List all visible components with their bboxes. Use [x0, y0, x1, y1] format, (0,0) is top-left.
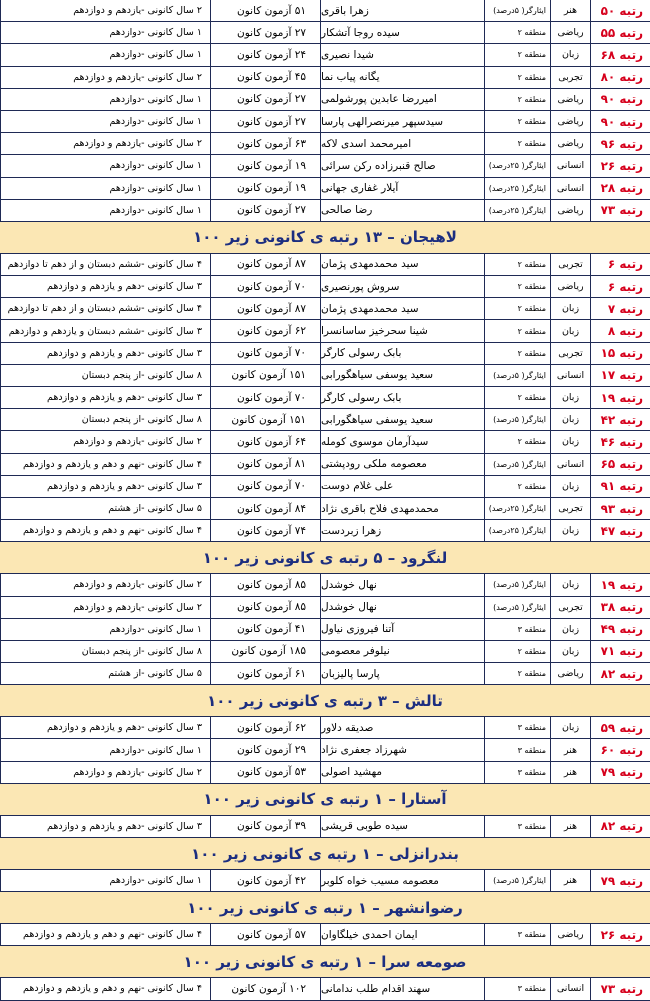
exam-count-cell: ۵۳ آزمون کانون — [210, 762, 320, 783]
rank-cell: رتبه ۸ — [590, 320, 650, 341]
history-cell: ۴ سال کانونی -ششم دبستان و از دهم تا دوازدهم — [0, 298, 210, 319]
region-cell: ایثارگر( ۲۵درصد) — [484, 178, 550, 199]
field-cell: ریاضی — [550, 89, 590, 110]
region-cell: منطقه ۲ — [484, 254, 550, 275]
region-cell: منطقه ۲ — [484, 298, 550, 319]
history-cell: ۲ سال کانونی -یازدهم و دوازدهم — [0, 67, 210, 88]
region-cell: منطقه ۲ — [484, 431, 550, 452]
name-cell: سیده طوبی قریشی — [320, 816, 484, 837]
table-row — [0, 254, 650, 276]
region-cell: منطقه ۲ — [484, 22, 550, 43]
field-cell: ریاضی — [550, 924, 590, 945]
region-cell: منطقه ۲ — [484, 89, 550, 110]
field-cell: زبان — [550, 431, 590, 452]
field-cell: انسانی — [550, 178, 590, 199]
table-row — [0, 476, 650, 498]
exam-count-cell: ۳۹ آزمون کانون — [210, 816, 320, 837]
table-row — [0, 44, 650, 66]
name-cell: معصومه ملکی رودپشتی — [320, 454, 484, 475]
field-cell: ریاضی — [550, 663, 590, 684]
field-cell: هنر — [550, 870, 590, 891]
name-cell: محمدمهدی فلاح باقری نژاد — [320, 498, 484, 519]
rank-cell: رتبه ۶۵ — [590, 454, 650, 475]
exam-count-cell: ۷۰ آزمون کانون — [210, 476, 320, 497]
region-cell: منطقه ۲ — [484, 67, 550, 88]
field-cell: زبان — [550, 409, 590, 430]
field-cell: ریاضی — [550, 200, 590, 221]
field-cell: هنر — [550, 762, 590, 783]
history-cell: ۸ سال کانونی -از پنجم دبستان — [0, 365, 210, 386]
name-cell: سعید یوسفی سیاهگورابی — [320, 409, 484, 430]
name-cell: علی غلام دوست — [320, 476, 484, 497]
name-cell: معصومه مسیب خواه کلوبر — [320, 870, 484, 891]
rank-cell: رتبه ۱۷ — [590, 365, 650, 386]
history-cell: ۴ سال کانونی -نهم و دهم و یازدهم و دوازدهم — [0, 924, 210, 945]
rank-cell: رتبه ۷۳ — [590, 978, 650, 999]
rank-cell: رتبه ۱۵ — [590, 343, 650, 364]
table-row — [0, 22, 650, 44]
field-cell: تجربی — [550, 498, 590, 519]
history-cell: ۳ سال کانونی -دهم و یازدهم و دوازدهم — [0, 816, 210, 837]
exam-count-cell: ۷۰ آزمون کانون — [210, 387, 320, 408]
field-cell: زبان — [550, 44, 590, 65]
field-cell: انسانی — [550, 454, 590, 475]
table-row — [0, 574, 650, 596]
table-row — [0, 111, 650, 133]
field-cell: ریاضی — [550, 111, 590, 132]
field-cell: تجربی — [550, 343, 590, 364]
rank-cell: رتبه ۴۷ — [590, 520, 650, 541]
rank-cell: رتبه ۶۸ — [590, 44, 650, 65]
history-cell: ۳ سال کانونی -دهم و یازدهم و دوازدهم — [0, 387, 210, 408]
region-cell: ایثارگر( ۵درصد) — [484, 597, 550, 618]
rank-cell: رتبه ۲۶ — [590, 924, 650, 945]
region-cell: منطقه ۳ — [484, 619, 550, 640]
history-cell: ۳ سال کانونی -دهم و یازدهم و دوازدهم — [0, 717, 210, 738]
region-cell: ایثارگر( ۵درصد) — [484, 454, 550, 475]
exam-count-cell: ۶۲ آزمون کانون — [210, 320, 320, 341]
table-row — [0, 739, 650, 761]
rank-cell: رتبه ۶۰ — [590, 739, 650, 760]
region-cell: ایثارگر( ۵درصد) — [484, 870, 550, 891]
history-cell: ۸ سال کانونی -از پنجم دبستان — [0, 641, 210, 662]
table-row — [0, 520, 650, 542]
field-cell: زبان — [550, 574, 590, 595]
region-cell: منطقه ۲ — [484, 343, 550, 364]
table-row — [0, 133, 650, 155]
exam-count-cell: ۲۷ آزمون کانون — [210, 111, 320, 132]
history-cell: ۱ سال کانونی -دوازدهم — [0, 155, 210, 176]
exam-count-cell: ۱۵۱ آزمون کانون — [210, 365, 320, 386]
name-cell: امیرمحمد اسدی لاکه — [320, 133, 484, 154]
region-cell: منطقه ۲ — [484, 111, 550, 132]
history-cell: ۵ سال کانونی -از هشتم — [0, 663, 210, 684]
field-cell: زبان — [550, 520, 590, 541]
rank-cell: رتبه ۱۹ — [590, 387, 650, 408]
region-cell: منطقه ۲ — [484, 663, 550, 684]
field-cell: زبان — [550, 298, 590, 319]
history-cell: ۴ سال کانونی -نهم و دهم و یازدهم و دوازدهم — [0, 454, 210, 475]
section-header: لنگرود – ۵ رتبه ی کانونی زیر ۱۰۰ — [0, 542, 650, 574]
table-row — [0, 597, 650, 619]
name-cell: شیدا نصیری — [320, 44, 484, 65]
name-cell: نهال خوشدل — [320, 597, 484, 618]
region-cell: منطقه ۲ — [484, 320, 550, 341]
field-cell: ریاضی — [550, 22, 590, 43]
rank-cell: رتبه ۹۰ — [590, 111, 650, 132]
section-header: رضوانشهر – ۱ رتبه ی کانونی زیر ۱۰۰ — [0, 892, 650, 924]
exam-count-cell: ۲۷ آزمون کانون — [210, 89, 320, 110]
region-cell: ایثارگر( ۵درصد) — [484, 409, 550, 430]
rank-cell: رتبه ۱۹ — [590, 574, 650, 595]
table-row — [0, 619, 650, 641]
region-cell: منطقه ۲ — [484, 641, 550, 662]
name-cell: سید محمدمهدی پژمان — [320, 254, 484, 275]
name-cell: زهرا باقری — [320, 0, 484, 21]
name-cell: سید محمدمهدی پژمان — [320, 298, 484, 319]
history-cell: ۱ سال کانونی -دوازدهم — [0, 22, 210, 43]
table-row — [0, 200, 650, 222]
table-row — [0, 870, 650, 892]
table-row — [0, 717, 650, 739]
exam-count-cell: ۷۰ آزمون کانون — [210, 343, 320, 364]
rank-cell: رتبه ۸۰ — [590, 67, 650, 88]
history-cell: ۳ سال کانونی -ششم دبستان و یازدهم و دوازدهم — [0, 320, 210, 341]
exam-count-cell: ۷۰ آزمون کانون — [210, 276, 320, 297]
table-row — [0, 816, 650, 838]
field-cell: ریاضی — [550, 133, 590, 154]
exam-count-cell: ۲۴ آزمون کانون — [210, 44, 320, 65]
exam-count-cell: ۱۹ آزمون کانون — [210, 178, 320, 199]
history-cell: ۴ سال کانونی -نهم و دهم و یازدهم و دوازدهم — [0, 520, 210, 541]
rank-cell: رتبه ۶ — [590, 254, 650, 275]
table-row — [0, 498, 650, 520]
name-cell: آیلار غفاری جهانی — [320, 178, 484, 199]
exam-count-cell: ۲۷ آزمون کانون — [210, 200, 320, 221]
history-cell: ۴ سال کانونی -نهم و دهم و یازدهم و دوازدهم — [0, 978, 210, 999]
region-cell: منطقه ۳ — [484, 978, 550, 999]
table-row — [0, 431, 650, 453]
history-cell: ۲ سال کانونی -یازدهم و دوازدهم — [0, 431, 210, 452]
exam-count-cell: ۴۱ آزمون کانون — [210, 619, 320, 640]
name-cell: سهند اقدام طلب ندامانی — [320, 978, 484, 999]
region-cell: ایثارگر( ۵درصد) — [484, 365, 550, 386]
region-cell: منطقه ۳ — [484, 762, 550, 783]
table-row — [0, 365, 650, 387]
exam-count-cell: ۵۱ آزمون کانون — [210, 0, 320, 21]
field-cell: زبان — [550, 619, 590, 640]
rank-cell: رتبه ۷۱ — [590, 641, 650, 662]
exam-count-cell: ۶۴ آزمون کانون — [210, 431, 320, 452]
name-cell: سیدسپهر میرنصرالهی پارسا — [320, 111, 484, 132]
table-row — [0, 924, 650, 946]
field-cell: هنر — [550, 0, 590, 21]
rank-cell: رتبه ۹۳ — [590, 498, 650, 519]
name-cell: پارسا پالیزبان — [320, 663, 484, 684]
section-header: تالش – ۳ رتبه ی کانونی زیر ۱۰۰ — [0, 685, 650, 717]
name-cell: سعید یوسفی سیاهگورابی — [320, 365, 484, 386]
region-cell: ایثارگر( ۲۵درصد) — [484, 155, 550, 176]
table-row — [0, 762, 650, 784]
section-header: آستارا – ۱ رتبه ی کانونی زیر ۱۰۰ — [0, 784, 650, 816]
table-row — [0, 155, 650, 177]
history-cell: ۱ سال کانونی -دوازدهم — [0, 44, 210, 65]
exam-count-cell: ۸۴ آزمون کانون — [210, 498, 320, 519]
exam-count-cell: ۴۵ آزمون کانون — [210, 67, 320, 88]
region-cell: ایثارگر( ۲۵درصد) — [484, 520, 550, 541]
region-cell: منطقه ۲ — [484, 387, 550, 408]
section-header: بندرانزلی – ۱ رتبه ی کانونی زیر ۱۰۰ — [0, 838, 650, 870]
region-cell: منطقه ۲ — [484, 276, 550, 297]
section-header: لاهیجان – ۱۳ رتبه ی کانونی زیر ۱۰۰ — [0, 222, 650, 254]
name-cell: صالح قنبرزاده رکن سرائی — [320, 155, 484, 176]
field-cell: زبان — [550, 476, 590, 497]
field-cell: تجربی — [550, 254, 590, 275]
history-cell: ۲ سال کانونی -یازدهم و دوازدهم — [0, 0, 210, 21]
rank-cell: رتبه ۸۲ — [590, 663, 650, 684]
region-cell: منطقه ۲ — [484, 476, 550, 497]
name-cell: سیدآرمان موسوی کومله — [320, 431, 484, 452]
name-cell: امیررضا عابدین پورشولمی — [320, 89, 484, 110]
exam-count-cell: ۸۵ آزمون کانون — [210, 574, 320, 595]
exam-count-cell: ۱۹ آزمون کانون — [210, 155, 320, 176]
region-cell: منطقه ۳ — [484, 816, 550, 837]
region-cell: منطقه ۲ — [484, 44, 550, 65]
exam-count-cell: ۱۵۱ آزمون کانون — [210, 409, 320, 430]
region-cell: ایثارگر( ۲۵درصد) — [484, 200, 550, 221]
name-cell: بابک رسولی کارگر — [320, 343, 484, 364]
history-cell: ۲ سال کانونی -یازدهم و دوازدهم — [0, 133, 210, 154]
region-cell: منطقه ۳ — [484, 739, 550, 760]
history-cell: ۱ سال کانونی -دوازدهم — [0, 200, 210, 221]
history-cell: ۲ سال کانونی -یازدهم و دوازدهم — [0, 574, 210, 595]
name-cell: مهشید اصولی — [320, 762, 484, 783]
region-cell: منطقه ۲ — [484, 133, 550, 154]
name-cell: نیلوفر معصومی — [320, 641, 484, 662]
rank-cell: رتبه ۴۶ — [590, 431, 650, 452]
rank-cell: رتبه ۷ — [590, 298, 650, 319]
exam-count-cell: ۶۳ آزمون کانون — [210, 133, 320, 154]
rank-cell: رتبه ۷۳ — [590, 200, 650, 221]
exam-count-cell: ۸۱ آزمون کانون — [210, 454, 320, 475]
history-cell: ۱ سال کانونی -دوازدهم — [0, 89, 210, 110]
name-cell: یگانه پیاب نما — [320, 67, 484, 88]
rank-cell: رتبه ۵۹ — [590, 717, 650, 738]
rank-cell: رتبه ۴۹ — [590, 619, 650, 640]
table-row — [0, 641, 650, 663]
region-cell: ایثارگر( ۵درصد) — [484, 574, 550, 595]
name-cell: آتنا فیروزی نیاول — [320, 619, 484, 640]
name-cell: شینا سحرخیز ساسانسرا — [320, 320, 484, 341]
exam-count-cell: ۱۰۲ آزمون کانون — [210, 978, 320, 999]
field-cell: زبان — [550, 320, 590, 341]
history-cell: ۳ سال کانونی -دهم و یازدهم و دوازدهم — [0, 343, 210, 364]
field-cell: زبان — [550, 641, 590, 662]
field-cell: تجربی — [550, 597, 590, 618]
table-row — [0, 978, 650, 1000]
field-cell: تجربی — [550, 67, 590, 88]
history-cell: ۱ سال کانونی -دوازدهم — [0, 178, 210, 199]
history-cell: ۱ سال کانونی -دوازدهم — [0, 111, 210, 132]
name-cell: سیده روجا آتشکار — [320, 22, 484, 43]
region-cell: منطقه ۳ — [484, 924, 550, 945]
field-cell: هنر — [550, 816, 590, 837]
rank-cell: رتبه ۷۹ — [590, 762, 650, 783]
rank-cell: رتبه ۴۲ — [590, 409, 650, 430]
table-row — [0, 343, 650, 365]
rank-cell: رتبه ۹۱ — [590, 476, 650, 497]
rank-cell: رتبه ۵۵ — [590, 22, 650, 43]
history-cell: ۵ سال کانونی -از هشتم — [0, 498, 210, 519]
exam-count-cell: ۶۱ آزمون کانون — [210, 663, 320, 684]
table-row — [0, 178, 650, 200]
exam-count-cell: ۲۷ آزمون کانون — [210, 22, 320, 43]
rank-cell: رتبه ۳۸ — [590, 597, 650, 618]
rank-cell: رتبه ۷۹ — [590, 870, 650, 891]
name-cell: بابک رسولی کارگر — [320, 387, 484, 408]
rank-cell: رتبه ۹۶ — [590, 133, 650, 154]
field-cell: انسانی — [550, 365, 590, 386]
exam-count-cell: ۸۷ آزمون کانون — [210, 254, 320, 275]
rank-cell: رتبه ۲۶ — [590, 155, 650, 176]
field-cell: هنر — [550, 739, 590, 760]
table-row — [0, 320, 650, 342]
table-row — [0, 0, 650, 22]
exam-count-cell: ۶۲ آزمون کانون — [210, 717, 320, 738]
field-cell: انسانی — [550, 978, 590, 999]
field-cell: زبان — [550, 387, 590, 408]
name-cell: رضا صالحی — [320, 200, 484, 221]
table-row — [0, 298, 650, 320]
exam-count-cell: ۸۵ آزمون کانون — [210, 597, 320, 618]
history-cell: ۳ سال کانونی -دهم و یازدهم و دوازدهم — [0, 476, 210, 497]
name-cell: سروش پورنصیری — [320, 276, 484, 297]
rank-cell: رتبه ۹۰ — [590, 89, 650, 110]
history-cell: ۱ سال کانونی -دوازدهم — [0, 739, 210, 760]
field-cell: انسانی — [550, 155, 590, 176]
table-row — [0, 276, 650, 298]
exam-count-cell: ۴۲ آزمون کانون — [210, 870, 320, 891]
exam-count-cell: ۷۴ آزمون کانون — [210, 520, 320, 541]
history-cell: ۱ سال کانونی -دوازدهم — [0, 619, 210, 640]
name-cell: صدیقه دلاور — [320, 717, 484, 738]
history-cell: ۳ سال کانونی -دهم و یازدهم و دوازدهم — [0, 276, 210, 297]
rank-cell: رتبه ۶ — [590, 276, 650, 297]
region-cell: ایثارگر( ۲۵درصد) — [484, 498, 550, 519]
exam-count-cell: ۵۷ آزمون کانون — [210, 924, 320, 945]
table-row — [0, 663, 650, 685]
history-cell: ۴ سال کانونی -ششم دبستان و از دهم تا دوازدهم — [0, 254, 210, 275]
rank-cell: رتبه ۵۰ — [590, 0, 650, 21]
exam-count-cell: ۱۸۵ آزمون کانون — [210, 641, 320, 662]
name-cell: نهال خوشدل — [320, 574, 484, 595]
history-cell: ۸ سال کانونی -از پنجم دبستان — [0, 409, 210, 430]
section-header: صومعه سرا – ۱ رتبه ی کانونی زیر ۱۰۰ — [0, 946, 650, 978]
table-row — [0, 409, 650, 431]
exam-count-cell: ۲۹ آزمون کانون — [210, 739, 320, 760]
field-cell: زبان — [550, 717, 590, 738]
field-cell: ریاضی — [550, 276, 590, 297]
name-cell: ایمان احمدی خیلگاوان — [320, 924, 484, 945]
region-cell: ایثارگر( ۵درصد) — [484, 0, 550, 21]
rank-cell: رتبه ۸۲ — [590, 816, 650, 837]
table-row — [0, 454, 650, 476]
history-cell: ۱ سال کانونی -دوازدهم — [0, 870, 210, 891]
table-row — [0, 387, 650, 409]
rank-cell: رتبه ۲۸ — [590, 178, 650, 199]
name-cell: شهرزاد جعفری نژاد — [320, 739, 484, 760]
exam-count-cell: ۸۷ آزمون کانون — [210, 298, 320, 319]
table-row — [0, 67, 650, 89]
region-cell: منطقه ۳ — [484, 717, 550, 738]
table-row — [0, 89, 650, 111]
name-cell: زهرا زبردست — [320, 520, 484, 541]
history-cell: ۲ سال کانونی -یازدهم و دوازدهم — [0, 762, 210, 783]
history-cell: ۲ سال کانونی -یازدهم و دوازدهم — [0, 597, 210, 618]
